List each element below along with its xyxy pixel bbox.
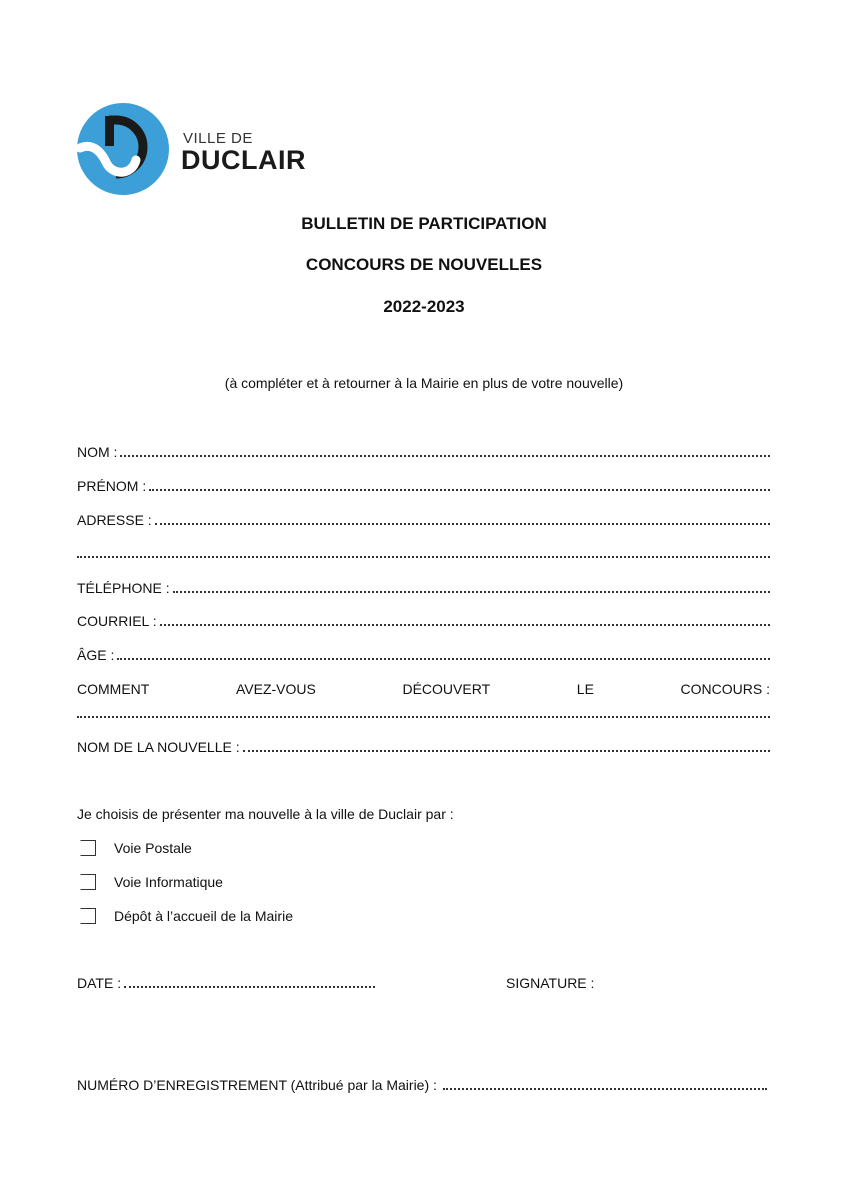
option-voie-postale[interactable] bbox=[80, 840, 192, 856]
form-year: 2022-2023 bbox=[383, 297, 465, 316]
option-label: Voie Postale bbox=[114, 840, 192, 856]
logo-small-text: VILLE DE bbox=[183, 130, 253, 147]
comment-word: AVEZ-VOUS bbox=[235, 681, 316, 697]
comment-word: LE bbox=[576, 681, 594, 697]
checkbox[interactable] bbox=[80, 908, 96, 924]
age-label: ÂGE : bbox=[77, 647, 115, 663]
checkbox[interactable] bbox=[80, 840, 96, 856]
nom-nouvelle-line[interactable] bbox=[243, 740, 770, 752]
instructions: (à compléter et à retourner à la Mairie en plus de votre nouvelle) bbox=[224, 375, 624, 391]
comment-word: CONCOURS : bbox=[680, 681, 770, 697]
logo-town-name: DUCLAIR bbox=[181, 145, 306, 175]
date-label: DATE : bbox=[77, 975, 122, 991]
prenom-line[interactable] bbox=[149, 479, 770, 491]
nom-label: NOM : bbox=[77, 444, 118, 460]
option-label: Voie Informatique bbox=[114, 874, 223, 890]
option-voie-informatique[interactable] bbox=[80, 874, 223, 890]
duclair-logo bbox=[76, 102, 316, 196]
date-field[interactable] bbox=[77, 975, 375, 991]
courriel-field[interactable] bbox=[77, 613, 770, 629]
adresse-field-2[interactable] bbox=[77, 546, 770, 558]
nom-line[interactable] bbox=[120, 445, 770, 457]
adresse-line-2[interactable] bbox=[77, 546, 770, 558]
prenom-label: PRÉNOM : bbox=[77, 478, 147, 494]
telephone-label: TÉLÉPHONE : bbox=[77, 580, 170, 596]
telephone-field[interactable] bbox=[77, 580, 770, 596]
form-subtitle: CONCOURS DE NOUVELLES bbox=[305, 255, 543, 274]
nom-nouvelle-label: NOM DE LA NOUVELLE : bbox=[77, 739, 240, 755]
comment-line[interactable] bbox=[77, 706, 770, 718]
comment-word: DÉCOUVERT bbox=[402, 681, 491, 697]
date-line[interactable] bbox=[124, 976, 375, 988]
comment-question bbox=[77, 681, 770, 697]
choice-intro: Je choisis de présenter ma nouvelle à la ville de Duclair par : bbox=[77, 806, 454, 822]
form-title: BULLETIN DE PARTICIPATION bbox=[301, 214, 547, 233]
checkbox[interactable] bbox=[80, 874, 96, 890]
telephone-line[interactable] bbox=[173, 581, 770, 593]
nom-nouvelle-field[interactable] bbox=[77, 739, 770, 755]
nom-field[interactable] bbox=[77, 444, 770, 460]
adresse-label: ADRESSE : bbox=[77, 512, 152, 528]
courriel-line[interactable] bbox=[160, 614, 770, 626]
option-label: Dépôt à l’accueil de la Mairie bbox=[114, 908, 293, 924]
comment-word: COMMENT bbox=[77, 681, 150, 697]
age-line[interactable] bbox=[117, 648, 770, 660]
comment-field[interactable] bbox=[77, 706, 770, 718]
option-depot-accueil[interactable] bbox=[80, 908, 293, 924]
registration-label: NUMÉRO D’ENREGISTREMENT (Attribué par la Mairie) : bbox=[77, 1077, 437, 1093]
adresse-line[interactable] bbox=[155, 513, 770, 525]
signature-label: SIGNATURE : bbox=[506, 975, 595, 991]
registration-field[interactable] bbox=[77, 1077, 767, 1093]
adresse-field[interactable] bbox=[77, 512, 770, 528]
registration-line[interactable] bbox=[443, 1078, 767, 1090]
duclair-logo-icon bbox=[76, 102, 170, 196]
prenom-field[interactable] bbox=[77, 478, 770, 494]
age-field[interactable] bbox=[77, 647, 770, 663]
courriel-label: COURRIEL : bbox=[77, 613, 157, 629]
